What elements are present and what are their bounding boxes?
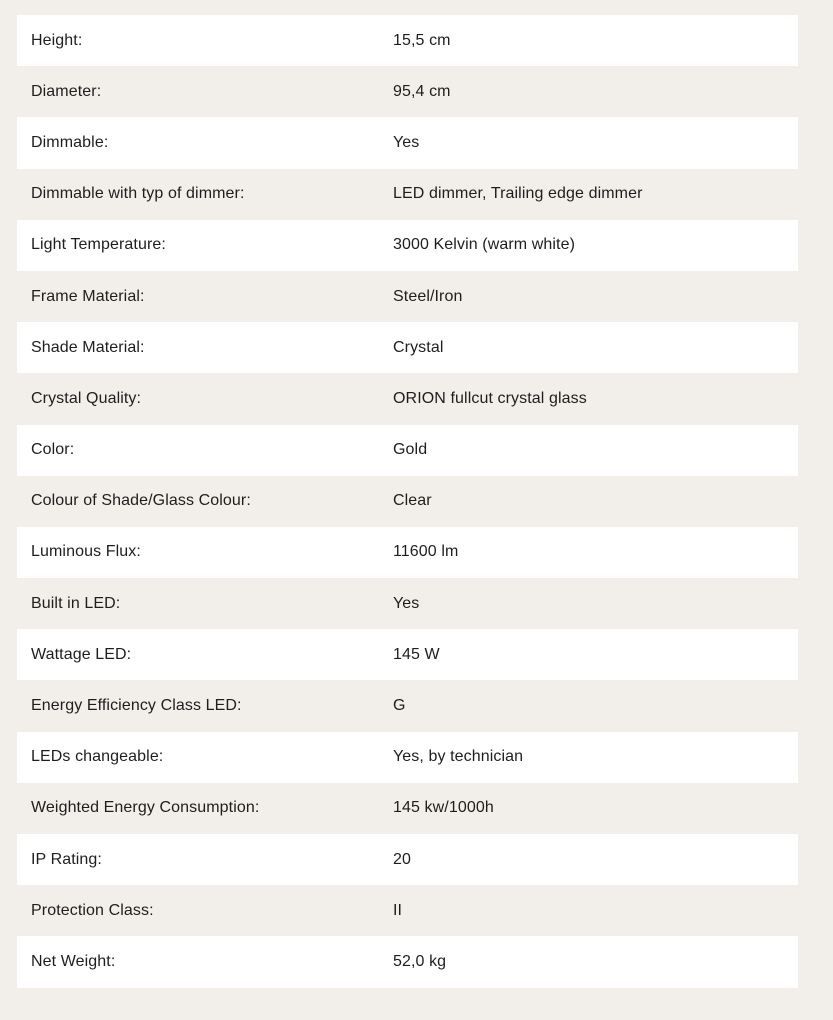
spec-label: Color: [31,441,75,459]
spec-label: IP Rating: [31,850,102,868]
spec-label: Height: [31,31,83,49]
spec-label: Light Temperature: [31,236,166,254]
spec-row-frame-material [17,271,798,322]
spec-label: Crystal Quality: [31,389,142,407]
spec-label: LEDs changeable: [31,748,164,766]
spec-label: Energy Efficiency Class LED: [31,697,242,715]
spec-value: Clear [393,492,432,510]
spec-value: Yes, by technician [393,748,524,766]
spec-label: Protection Class: [31,901,154,919]
spec-row-leds-changeable [17,732,798,783]
spec-value: 20 [393,850,411,868]
spec-value: Yes [393,133,420,151]
spec-label: Luminous Flux: [31,543,141,561]
spec-row-wattage-led [17,629,798,680]
spec-label: Dimmable with typ of dimmer: [31,185,245,203]
spec-label: Dimmable: [31,133,109,151]
spec-value: II [393,901,403,919]
spec-value: 95,4 cm [393,82,451,100]
spec-row-net-weight [17,936,798,987]
spec-label: Built in LED: [31,594,121,612]
spec-label: Diameter: [31,82,102,100]
spec-label: Net Weight: [31,952,116,970]
spec-row-built-in-led [17,578,798,629]
spec-value: Steel/Iron [393,287,463,305]
spec-row-energy-efficiency-class [17,680,798,731]
spec-row-shade-colour [17,476,798,527]
spec-row-crystal-quality [17,373,798,424]
spec-value: 3000 Kelvin (warm white) [393,236,576,254]
spec-row-dimmer-type [17,169,798,220]
spec-value: ORION fullcut crystal glass [393,389,587,407]
spec-value: Crystal [393,338,444,356]
spec-value: Gold [393,441,428,459]
spec-row-ip-rating [17,834,798,885]
spec-label: Shade Material: [31,338,145,356]
spec-row-shade-material [17,322,798,373]
spec-value: LED dimmer, Trailing edge dimmer [393,185,643,203]
spec-value: Yes [393,594,420,612]
spec-value: G [393,697,406,715]
spec-value: 145 kw/1000h [393,799,494,817]
spec-row-dimmable [17,117,798,168]
spec-row-color [17,425,798,476]
spec-label: Wattage LED: [31,645,132,663]
spec-value: 11600 lm [393,543,459,561]
spec-row-luminous-flux [17,527,798,578]
spec-row-energy-consumption [17,783,798,834]
spec-label: Colour of Shade/Glass Colour: [31,492,251,510]
spec-row-diameter [17,66,798,117]
spec-label: Frame Material: [31,287,145,305]
spec-label: Weighted Energy Consumption: [31,799,260,817]
specification-table [17,15,798,988]
spec-row-light-temperature [17,220,798,271]
spec-row-protection-class [17,885,798,936]
spec-value: 15,5 cm [393,31,451,49]
spec-row-height [17,15,798,66]
spec-value: 145 W [393,645,440,663]
spec-value: 52,0 kg [393,952,447,970]
